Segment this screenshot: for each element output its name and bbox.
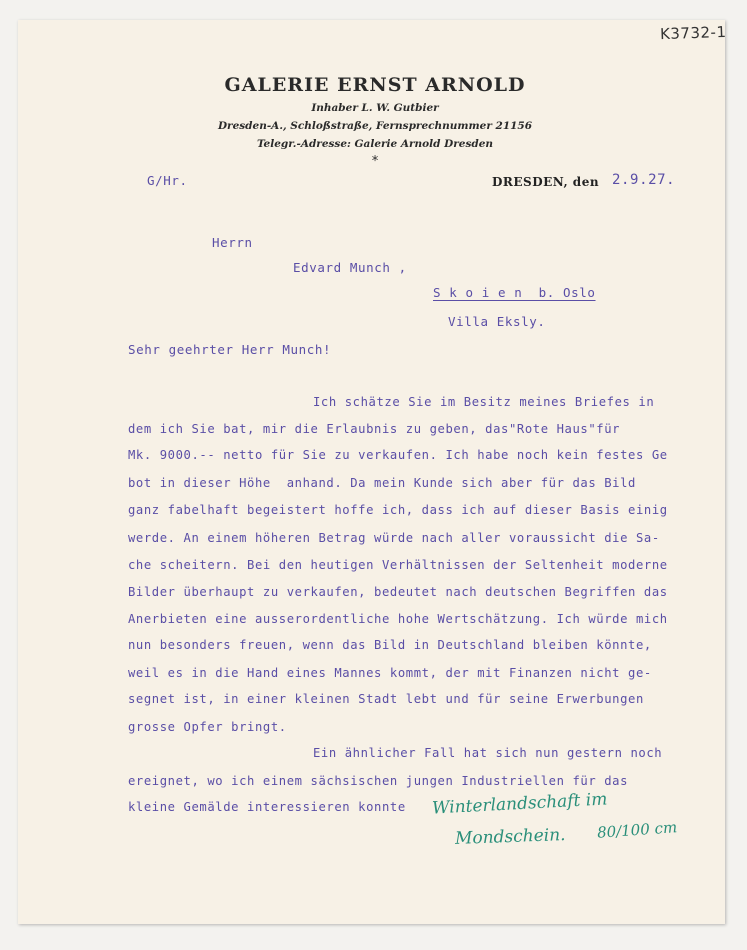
reference-code: G/Hr.	[147, 173, 188, 188]
body-line: Ein ähnlicher Fall hat sich nun gestern noch	[313, 746, 663, 760]
body-line: kleine Gemälde interessieren konnte	[128, 800, 406, 814]
body-line: werde. An einem höheren Betrag würde nach aller voraussicht die Sa-	[128, 531, 660, 545]
letterhead-address: Dresden-A., Schloßstraße, Fernsprechnummer 21156	[217, 120, 533, 132]
handwritten-title-continued: Mondschein.	[454, 825, 566, 849]
body-line: grosse Opfer bringt.	[128, 720, 287, 734]
body-line: Ich schätze Sie im Besitz meines Briefes in	[313, 395, 655, 409]
body-line: Bilder überhaupt zu verkaufen, bedeutet nach deutschen Begriffen das	[128, 585, 668, 599]
body-line: segnet ist, in einer kleinen Stadt lebt und für seine Erwerbungen	[128, 692, 644, 706]
recipient-address: Villa Eksly.	[448, 314, 546, 329]
archive-number: K3732-1	[659, 22, 727, 44]
letterhead-owner: Inhaber L. W. Gutbier	[311, 102, 439, 114]
recipient-salutation: Herrn	[212, 235, 253, 250]
place-label: DRESDEN, den	[492, 175, 600, 189]
handwritten-title: Winterlandschaft im	[431, 789, 608, 819]
letter-date: 2.9.27.	[612, 172, 676, 188]
letterhead-telegram: Telegr.-Adresse: Galerie Arnold Dresden	[256, 138, 494, 150]
letterhead-ornament: *	[371, 154, 379, 169]
body-line: dem ich Sie bat, mir die Erlaubnis zu geben, das"Rote Haus"für	[128, 422, 621, 436]
body-line: Mk. 9000.-- netto für Sie zu verkaufen. Ich habe noch kein festes Ge	[128, 448, 668, 462]
recipient-location: S k o i e n b. Oslo	[433, 285, 596, 300]
recipient-name: Edvard Munch ,	[293, 260, 407, 275]
body-line: weil es in die Hand eines Mannes kommt, der mit Finanzen nicht ge-	[128, 666, 652, 680]
handwritten-dimensions: 80/100 cm	[596, 818, 678, 842]
body-line: ganz fabelhaft begeistert hoffe ich, dass ich auf dieser Basis einig	[128, 503, 668, 517]
letterhead-title: GALERIE ERNST ARNOLD	[224, 74, 526, 96]
body-line: Anerbieten eine ausserordentliche hohe Wertschätzung. Ich würde mich	[128, 612, 668, 626]
body-line: bot in dieser Höhe anhand. Da mein Kunde sich aber für das Bild	[128, 476, 636, 490]
body-line: nun besonders freuen, wenn das Bild in Deutschland bleiben könnte,	[128, 638, 652, 652]
body-line: che scheitern. Bei den heutigen Verhältnissen der Seltenheit moderne	[128, 558, 668, 572]
greeting: Sehr geehrter Herr Munch!	[128, 342, 332, 357]
body-line: ereignet, wo ich einem sächsischen jungen Industriellen für das	[128, 774, 629, 788]
